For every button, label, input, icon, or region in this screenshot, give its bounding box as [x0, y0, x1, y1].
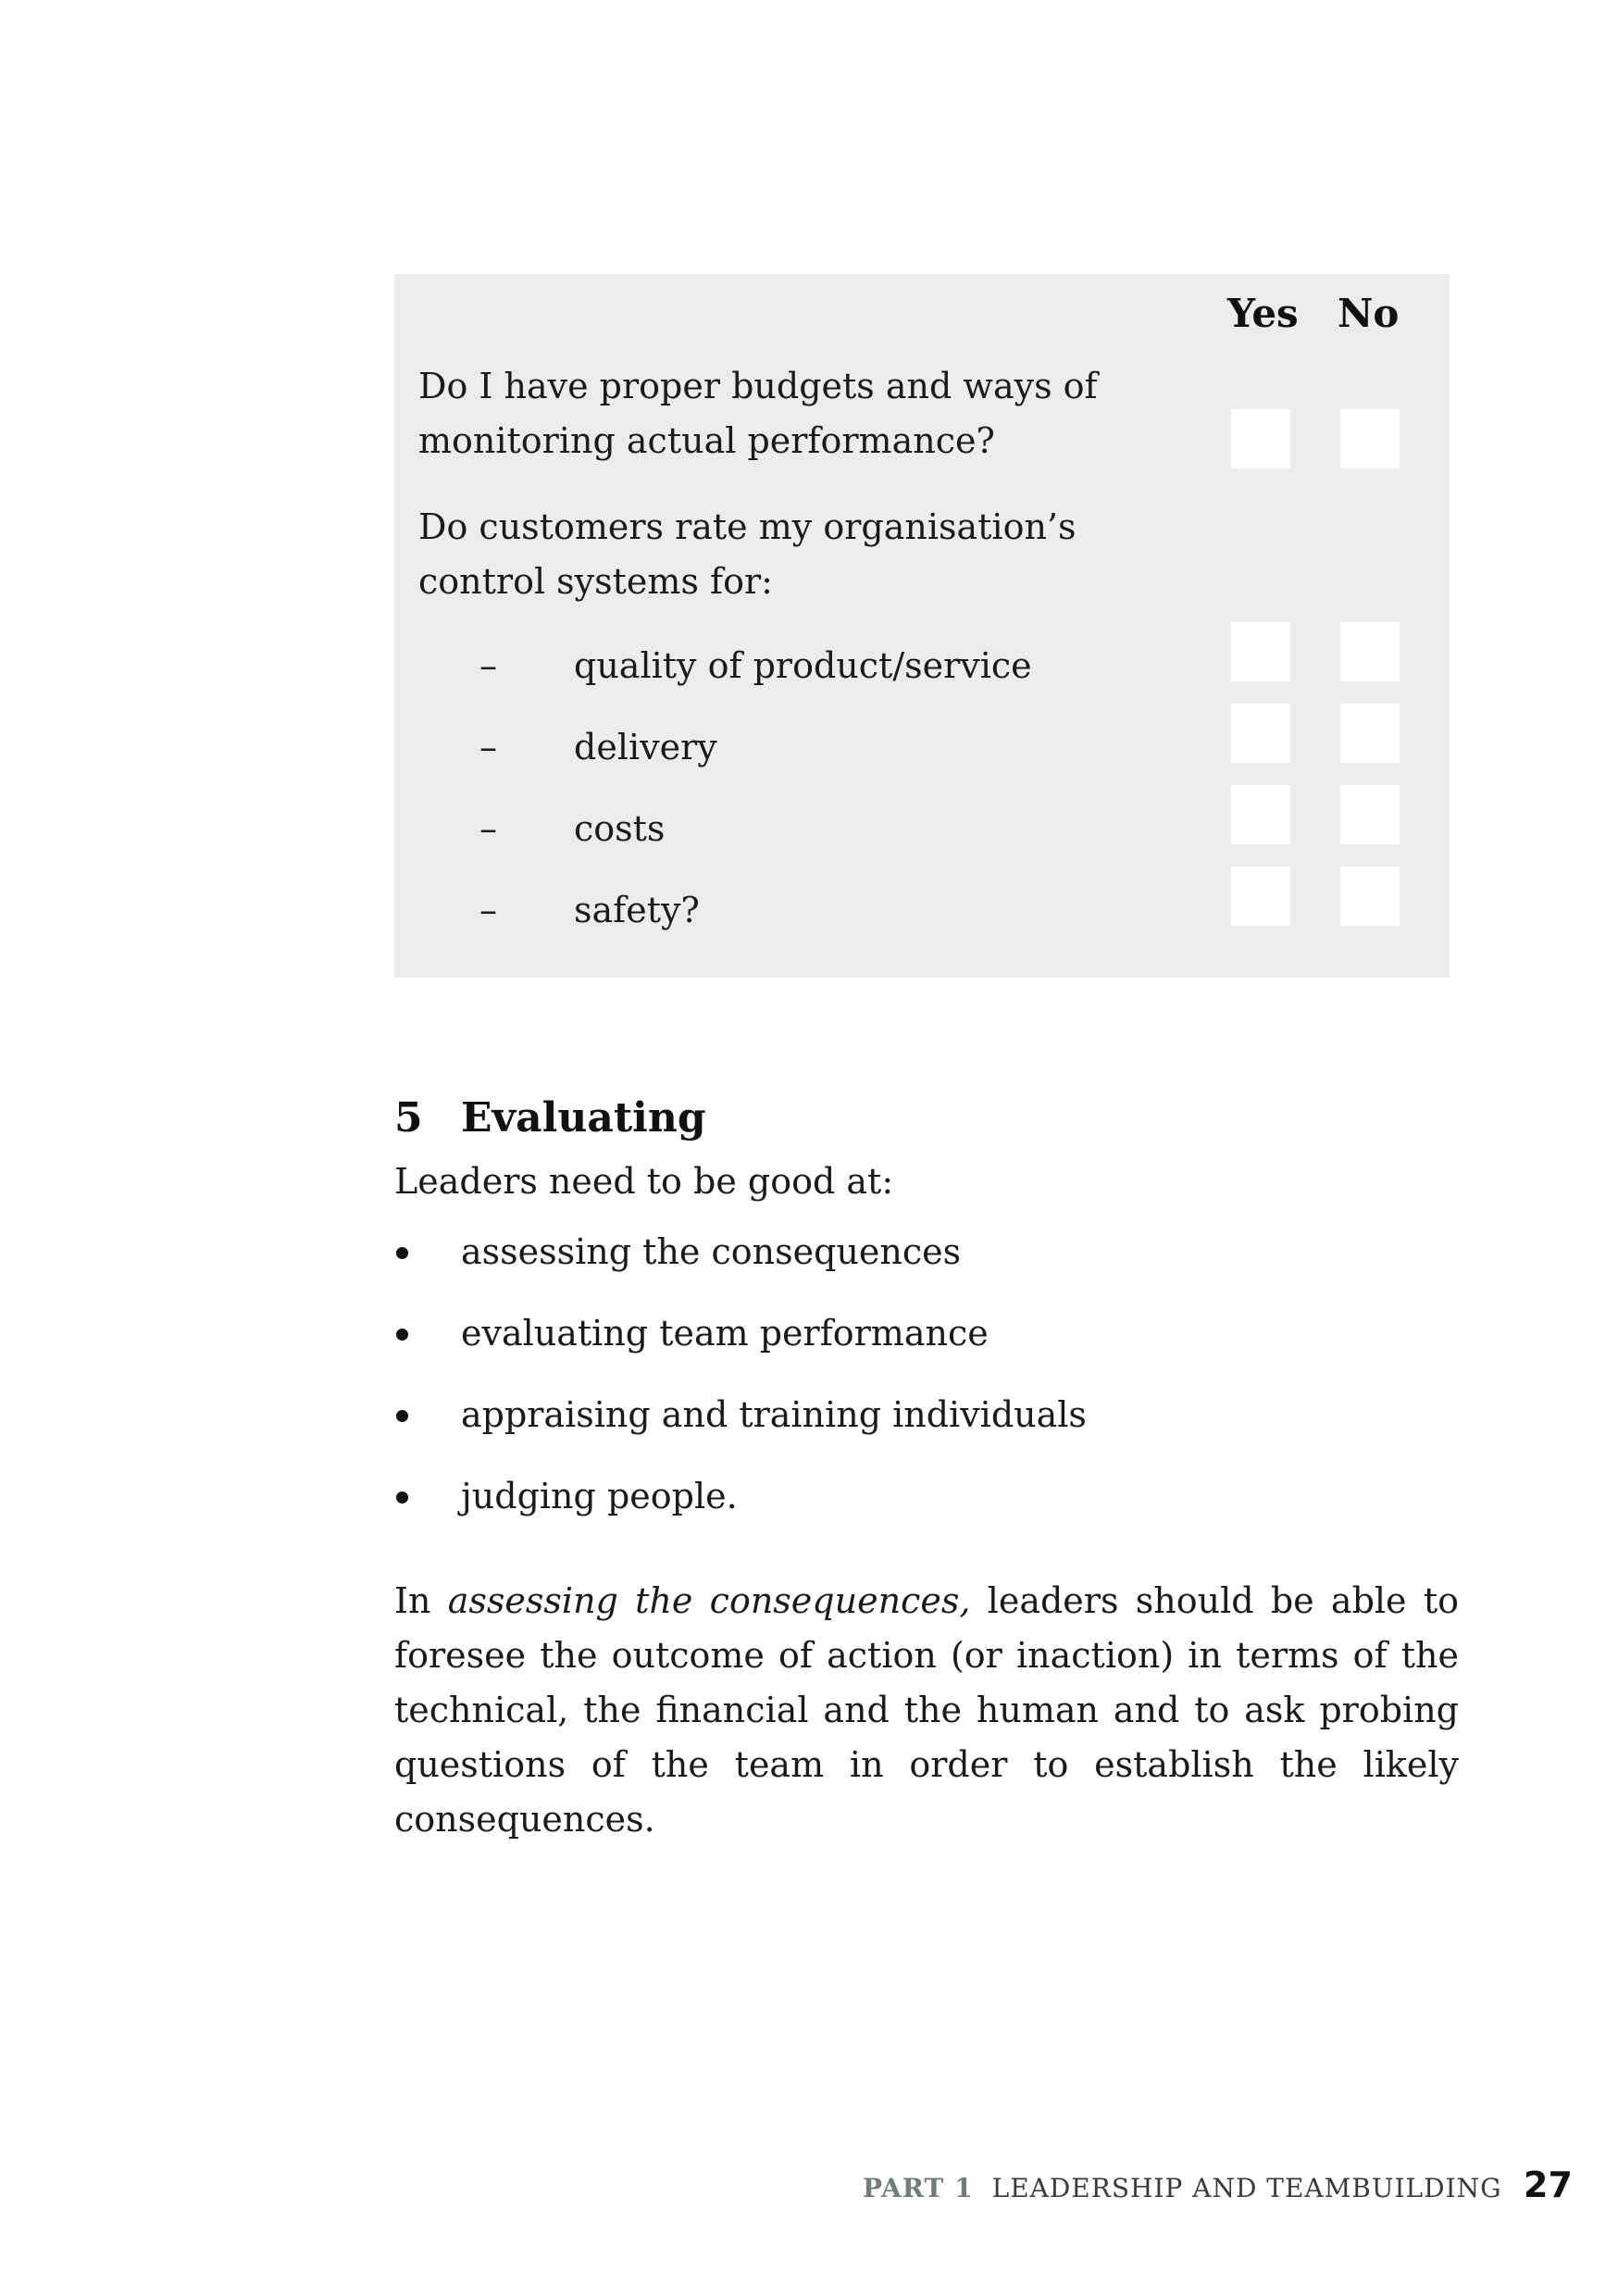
quality-no-checkbox[interactable] [1340, 622, 1400, 681]
para-emphasis: assessing the consequences, [447, 1580, 971, 1621]
costs-yes-checkbox[interactable] [1231, 785, 1290, 844]
question-budgets-line2: monitoring actual performance? [418, 420, 995, 461]
question-control-systems [418, 500, 1122, 609]
sub-item-label: delivery [574, 727, 717, 767]
costs-no-checkbox[interactable] [1340, 785, 1400, 844]
list-item-text: appraising and training individuals [461, 1394, 1087, 1435]
page-number: 27 [1524, 2165, 1573, 2205]
footer-title: LEADERSHIP AND TEAMBUILDING [991, 2173, 1502, 2203]
dash: – [479, 890, 497, 930]
running-footer [863, 2170, 1502, 2207]
quality-yes-checkbox[interactable] [1231, 622, 1290, 681]
dash: – [479, 645, 497, 686]
body-paragraph [394, 1574, 1459, 1847]
yes-column-header: Yes [1227, 291, 1299, 336]
footer-part: PART 1 [863, 2173, 974, 2203]
question-budgets [418, 359, 1122, 468]
question-budgets-line1: Do I have proper budgets and ways of [418, 366, 1098, 406]
question-control-line2: control systems for: [418, 561, 773, 602]
sub-item-label: costs [574, 808, 666, 849]
bullet-icon [396, 1329, 408, 1341]
section-number: 5 [394, 1094, 423, 1142]
budgets-no-checkbox[interactable] [1340, 409, 1400, 468]
section-intro: Leaders need to be good at: [394, 1161, 894, 1202]
para-lead: In [394, 1580, 431, 1621]
bullet-icon [396, 1410, 408, 1422]
question-control-line1: Do customers rate my organisation’s [418, 506, 1077, 547]
dash: – [479, 727, 497, 767]
budgets-yes-checkbox[interactable] [1231, 409, 1290, 468]
list-item-text: judging people. [461, 1476, 738, 1516]
sub-item-label: quality of product/service [574, 645, 1032, 686]
dash: – [479, 808, 497, 849]
list-item-text: evaluating team performance [461, 1313, 989, 1354]
delivery-no-checkbox[interactable] [1340, 704, 1400, 763]
safety-yes-checkbox[interactable] [1231, 867, 1290, 926]
list-item-text: assessing the consequences [461, 1231, 962, 1272]
safety-no-checkbox[interactable] [1340, 867, 1400, 926]
no-column-header: No [1338, 291, 1400, 336]
checklist-box [394, 274, 1450, 978]
section-heading [394, 1091, 706, 1146]
para-rest: leaders should be able to foresee the outcome of action (or inaction) in terms of the technical, the financial and the human and to ask probing questions of the team in order to establish the likely consequences. [394, 1580, 1459, 1840]
sub-item-label: safety? [574, 890, 700, 930]
delivery-yes-checkbox[interactable] [1231, 704, 1290, 763]
section-title: Evaluating [461, 1094, 706, 1142]
bullet-icon [396, 1491, 408, 1504]
bullet-icon [396, 1247, 408, 1259]
